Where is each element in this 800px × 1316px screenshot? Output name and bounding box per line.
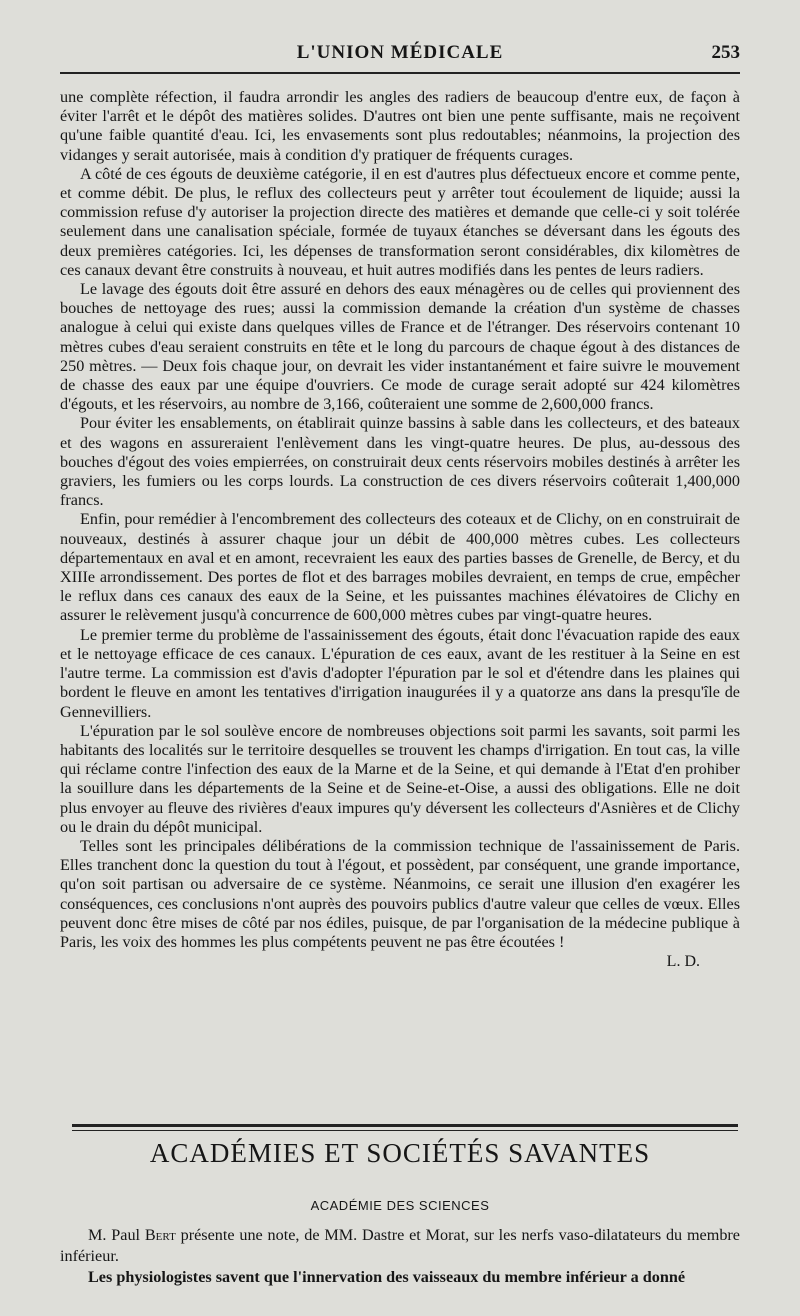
article-paragraph: Telles sont les principales délibérations de la commission technique de l'assainissement de Paris. Elles tranchent donc la question du tout à l'égout, et possèdent, par conséquent, une grande importance, qu'on soit partisan ou adversaire de ce système. Néanmoins, ce serait une illusion d'en exagérer les conséquences, ces conclusions n'ont auprès des pouvoirs publics d'autre valeur que celles de vœux. Elles peuvent donc être mises de côté par nos édiles, puisque, de par l'organisation de la médecine publique à Paris, les voix des hommes les plus compétents peuvent ne pas être écoutées !: [60, 836, 740, 951]
section-rule-thin: [72, 1130, 738, 1131]
page-number: 253: [711, 42, 740, 63]
article-paragraph: Enfin, pour remédier à l'encombrement des collecteurs des coteaux et de Clichy, on en construirait de nouveaux, destinés à assurer chaque jour un débit de 400,000 mètres cubes. Les collecteurs départementaux en aval et en amont, recevraient les eaux des parties basses de Grenelle, de Bercy, et du XIIIe arrondissement. Des portes de flot et des barrages mobiles devraient, en temps de crue, empêcher le reflux dans ces canaux des eaux de la Seine, et les puissantes machines élévatoires de Clichy en assurer le relèvement jusqu'à concurrence de 600,000 mètres cubes par vingt-quatre heures.: [60, 510, 740, 625]
article-body: [60, 88, 740, 971]
article-paragraph: Le premier terme du problème de l'assainissement des égouts, était donc l'évacuation rapide des eaux et le nettoyage efficace de ces canaux. L'épuration de ces eaux, avant de les restituer à la Seine en est l'autre terme. La commission est d'avis d'adopter l'épuration par le sol et d'étendre dans les plaines qui bordent le fleuve en amont les tentatives d'irrigation inaugurées il y a quatorze ans dans la presqu'île de Gennevilliers.: [60, 625, 740, 721]
article-paragraph: L'épuration par le sol soulève encore de nombreuses objections soit parmi les savants, soit parmi les habitants des localités sur le territoire desquelles se trouvent les champs d'irrigation. En tout cas, la ville qui réclame contre l'infection des eaux de la Marne et de la Seine, et qui demande à l'Etat d'en prohiber la souillure dans les départements de la Seine et de Seine-et-Oise, a aussi des obligations. Elle ne doit plus envoyer au fleuve des rivières d'eaux impures qu'y déversent les collecteurs d'Asnières et de Clichy ou le drain du dépôt municipal.: [60, 721, 740, 836]
header-rule: [60, 72, 740, 74]
intro-rest: présente une note, de MM. Dastre et Morat, sur les nerfs vaso-dilatateurs du membre inférieur.: [60, 1226, 740, 1265]
section-rule-thick: [72, 1124, 738, 1127]
intro-prefix: M. Paul: [88, 1226, 145, 1244]
author-signature: L. D.: [666, 953, 700, 971]
section-body: [60, 1225, 740, 1288]
subsection-title: ACADÉMIE DES SCIENCES: [310, 1198, 490, 1213]
section-paragraph: Les physiologistes savent que l'innervation des vaisseaux du membre inférieur a donné: [88, 1268, 686, 1286]
page-header: [60, 42, 740, 74]
article-paragraph: Pour éviter les ensablements, on établirait quinze bassins à sable dans les collecteurs, et des bateaux et des wagons en assureraient l'enlèvement dans les vingt-quatre heures. De plus, au-dessous des bouches d'égout des voies empierrées, on construirait deux cents réservoirs mobiles destinés à arrêter les graviers, les fumiers ou les corps lourds. La construction de ces divers réservoirs coûterait 1,400,000 francs.: [60, 414, 740, 510]
section-title: ACADÉMIES ET SOCIÉTÉS SAVANTES: [149, 1138, 651, 1168]
running-title: L'UNION MÉDICALE: [296, 42, 504, 63]
article-paragraph: une complète réfection, il faudra arrondir les angles des radiers de beaucoup d'entre eux, de façon à éviter l'arrêt et le dépôt des matières solides. D'autres ont bien une pente suffisante, mais ne reçoivent qu'une faible quantité d'eau. Ici, les envasements sont plus redoutables; néanmoins, la projection des vidanges y serait autorisée, mais à condition d'y pratiquer de fréquents curages.: [60, 88, 740, 164]
section-intro-paragraph: [60, 1225, 740, 1267]
author-name: Bert: [144, 1226, 176, 1244]
article-paragraph: Le lavage des égouts doit être assuré en dehors des eaux ménagères ou de celles qui proviennent des bouches de nettoyage des rues; aussi la commission demande la création d'un système de chasses analogue à celui qui existe dans quelques villes de France et de l'étranger. Des réservoirs contenant 10 mètres cubes d'eau seraient construits en tête et le long du parcours de chaque égout à des distances de 250 mètres. — Deux fois chaque jour, on devrait les vider instantanément et faire suivre le mouvement de chasse des eaux par une équipe d'ouvriers. Ce mode de curage serait adopté sur 424 kilomètres d'égouts, et les réservoirs, au nombre de 3,166, coûteraient une somme de 2,600,000 francs.: [60, 280, 740, 414]
article-paragraph: A côté de ces égouts de deuxième catégorie, il en est d'autres plus défectueux encore et comme pente, et comme débit. De plus, le reflux des collecteurs peut y arrêter tout écoulement de liquide; aussi la commission refuse d'y autoriser la projection directe des matières et demande que celle-ci y soit tolérée seulement dans une canalisation spéciale, formée de tuyaux étanches se déversant dans les égouts des deux premières catégories. Ici, les dépenses de transformation seront considérables, dix kilomètres de ces canaux devant être construits à nouveau, et huit autres modifiés dans les pentes de leurs radiers.: [60, 164, 740, 279]
